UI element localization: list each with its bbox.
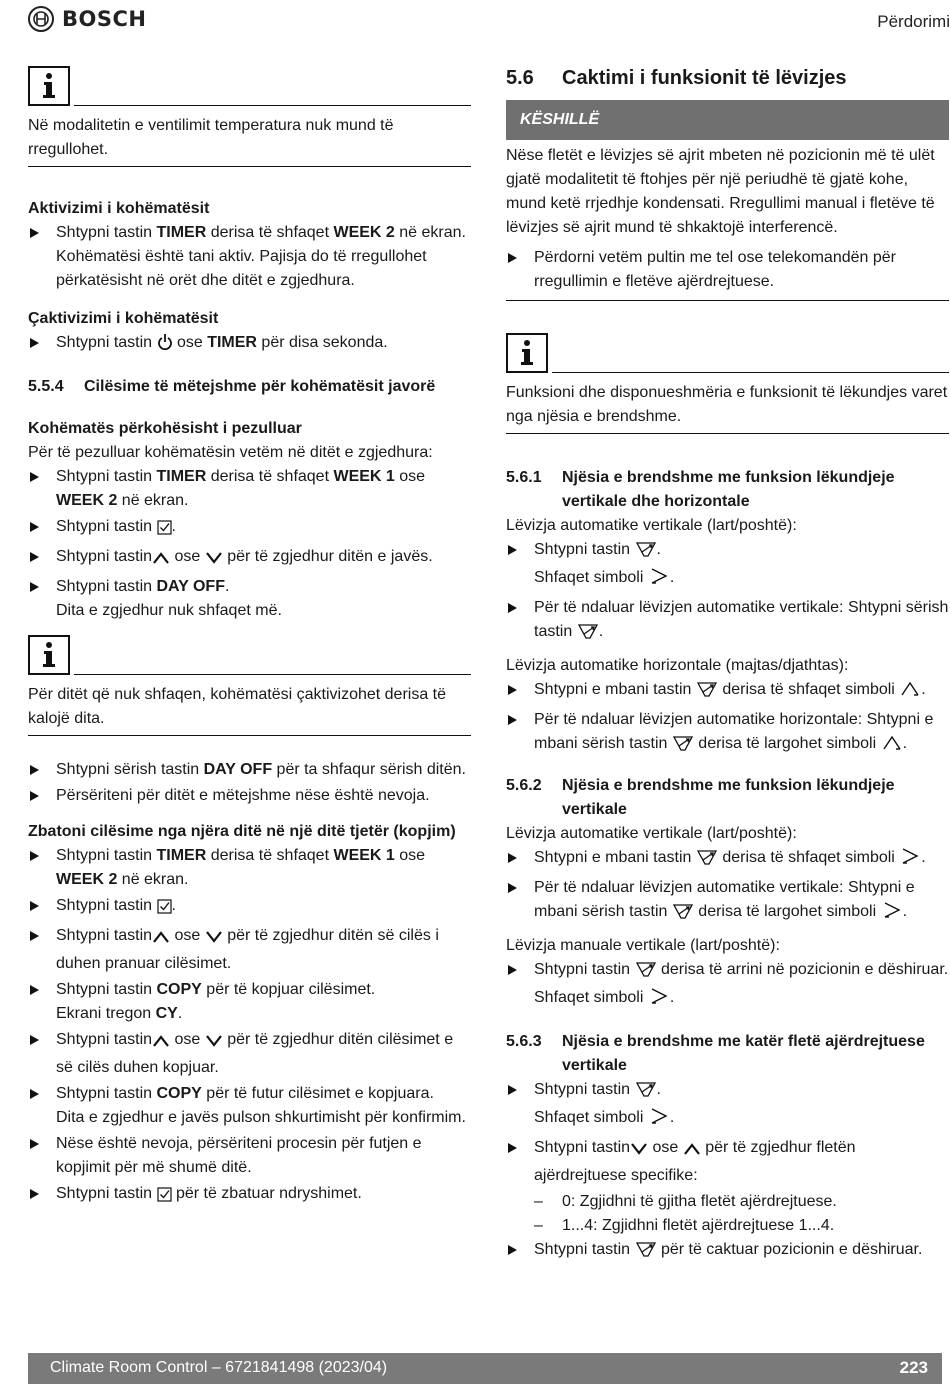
list-item: Shtypni sërish tastin DAY OFF për ta shfaqur sërish ditën. <box>28 758 471 782</box>
steps-563-final <box>506 1238 949 1266</box>
list-item: Shtypni tastin ose TIMER për disa sekonda. <box>28 331 471 359</box>
list-item: Shtypni tastin për të zbatuar ndryshimet. <box>28 1182 471 1210</box>
bosch-armature-icon <box>28 6 54 32</box>
swing-key-icon <box>696 848 718 874</box>
chevron-up-icon <box>683 1140 701 1164</box>
chevron-up-icon <box>152 1032 170 1056</box>
section-heading-56: 5.6 Caktimi i funksionit të lëvizjes <box>506 67 847 89</box>
list-item: Shtypni tastin . <box>28 515 471 543</box>
vertical-swing-icon <box>648 1106 670 1134</box>
swing-key-icon <box>635 1080 657 1106</box>
list-item: Shtypni e mbani tastin derisa të shfaqet simboli . <box>506 846 949 874</box>
list-item: – 0: Zgjidhni të gjitha fletët ajërdrejtuese. <box>534 1190 949 1214</box>
section-tag: Përdorimi <box>877 12 950 31</box>
pause-heading: Kohëmatës përkohësisht i pezulluar <box>28 420 302 437</box>
list-item: Shtypni tastin . Shfaqet simboli . <box>506 538 949 594</box>
intro-text: Lëvizja automatike vertikale (lart/poshtë): <box>506 517 797 534</box>
section-heading-562: 5.6.2 Njësia e brendshme me funksion lëkundjeje vertikale <box>506 777 895 818</box>
list-item: Për të ndaluar lëvizjen automatike vertikale: Shtypni e mbani sërish tastin derisa të largohet simboli . <box>506 876 949 928</box>
swing-key-icon <box>672 734 694 760</box>
list-item: Shtypni tastin ose për të zgjedhur ditën së cilës i duhen pranuar cilësimet. <box>28 924 471 976</box>
list-item: Përdorni vetëm pultin me tel ose telekomandën për rregullimin e fletëve ajërdrejtuese. <box>506 246 949 294</box>
horizontal-swing-icon <box>881 734 903 760</box>
swing-key-icon <box>577 622 599 648</box>
chevron-down-icon <box>205 928 223 952</box>
list-item: Për të ndaluar lëvizjen automatike horizontale: Shtypni e mbani sërish tastin derisa të largohet simboli . <box>506 708 949 760</box>
checkbox-icon <box>157 1186 172 1210</box>
list-item: Shtypni tastin . <box>28 894 471 922</box>
chevron-up-icon <box>152 928 170 952</box>
list-item: Shtypni tastin COPY për të futur cilësimet e kopjuara. Dita e zgjedhur e javës pulson shkurtimisht për konfirmim. <box>28 1082 471 1130</box>
section-heading-563: 5.6.3 Njësia e brendshme me katër fletë ajërdrejtuese vertikale <box>506 1033 925 1074</box>
list-item: Shtypni tastin TIMER derisa të shfaqet WEEK 2 në ekran. Kohëmatësi është tani aktiv. Pajisja do të rregullohet përkatësisht në orët dhe ditët e zgjedhura. <box>28 221 471 293</box>
activate-steps <box>28 221 471 293</box>
chevron-down-icon <box>205 1032 223 1056</box>
chevron-down-icon <box>630 1140 648 1164</box>
left-column <box>28 66 471 1212</box>
activate-heading: Aktivizimi i kohëmatësit <box>28 200 210 217</box>
info-note <box>28 66 471 106</box>
checkbox-icon <box>157 519 172 543</box>
deactivate-steps <box>28 331 471 359</box>
pause-intro: Për të pezulluar kohëmatësin vetëm në ditët e zgjedhura: <box>28 444 433 461</box>
footer-doc-title: Climate Room Control – 6721841498 (2023/04) <box>50 1359 388 1376</box>
checkbox-icon <box>157 898 172 922</box>
list-item: Përsëriteni për ditët e mëtejshme nëse është nevoja. <box>28 784 471 808</box>
list-item: Shtypni tastin derisa të arrini në pozicionin e dëshiruar. Shfaqet simboli . <box>506 958 949 1014</box>
steps-561-vertical <box>506 538 949 648</box>
page-footer <box>28 1353 942 1384</box>
pause-steps <box>28 465 471 623</box>
list-item: Shtypni tastin COPY për të kopjuar cilësimet. Ekrani tregon CY. <box>28 978 471 1026</box>
day-off-steps <box>28 758 471 808</box>
list-item: Shtypni tastin për të caktuar pozicionin e dëshiruar. <box>506 1238 949 1266</box>
swing-key-icon <box>635 960 657 986</box>
info-note <box>506 333 949 373</box>
hint-box <box>506 144 949 301</box>
vertical-swing-icon <box>899 846 921 874</box>
list-item: Shtypni tastin TIMER derisa të shfaqet WEEK 1 ose WEEK 2 në ekran. <box>28 844 471 892</box>
intro-text: Lëvizja automatike vertikale (lart/poshtë): <box>506 825 797 842</box>
copy-steps <box>28 844 471 1210</box>
note-text: Në modalitetin e ventilimit temperatura nuk mund të rregullohet. <box>28 114 471 167</box>
info-icon <box>28 635 70 675</box>
list-item: Shtypni tastin ose për të zgjedhur ditën e javës. <box>28 545 471 573</box>
list-item: Shtypni tastin TIMER derisa të shfaqet WEEK 1 ose WEEK 2 në ekran. <box>28 465 471 513</box>
right-column <box>506 66 949 1268</box>
note-text: Për ditët që nuk shfaqen, kohëmatësi çaktivizohet derisa të kalojë dita. <box>28 683 471 736</box>
list-item: – 1...4: Zgjidhni fletët ajërdrejtuese 1...4. <box>534 1214 949 1238</box>
bosch-logo <box>28 6 146 32</box>
vertical-swing-icon <box>648 986 670 1014</box>
list-item: Për të ndaluar lëvizjen automatike vertikale: Shtypni sërish tastin . <box>506 596 949 648</box>
steps-562-manual <box>506 958 949 1014</box>
section-heading-554: 5.5.4 Cilësime të mëtejshme për kohëmatësit javorë <box>28 378 436 395</box>
swing-key-icon <box>672 902 694 928</box>
hint-steps <box>506 246 949 294</box>
brand-name: BOSCH <box>62 7 147 31</box>
copy-heading: Zbatoni cilësime nga njëra ditë në një ditë tjetër (kopjim) <box>28 823 456 840</box>
louver-options <box>506 1190 949 1238</box>
horizontal-swing-icon <box>899 680 921 706</box>
hint-text: Nëse fletët e lëvizjes së ajrit mbeten në pozicionin më të ulët gjatë modalitetit të ftohjes për një periudhë të gjatë kohe, mund ketë rrjedhje kondensati. Rregullimi manual i fletëve të lëvizjes së ajrit mund të shkaktojë interferencë. <box>506 147 935 236</box>
steps-562-auto <box>506 846 949 928</box>
steps-563 <box>506 1078 949 1188</box>
list-item: Shtypni tastin ose për të zgjedhur fletën ajërdrejtuese specifike: <box>506 1136 949 1188</box>
list-item: Shtypni tastin DAY OFF. Dita e zgjedhur nuk shfaqet më. <box>28 575 471 623</box>
chevron-down-icon <box>205 549 223 573</box>
swing-key-icon <box>696 680 718 706</box>
info-note <box>28 635 471 675</box>
swing-key-icon <box>635 1240 657 1266</box>
list-item: Shtypni tastin . Shfaqet simboli . <box>506 1078 949 1134</box>
section-heading-561: 5.6.1 Njësia e brendshme me funksion lëkundjeje vertikale dhe horizontale <box>506 469 895 510</box>
page-number: 223 <box>899 1358 928 1377</box>
vertical-swing-icon <box>881 900 903 928</box>
steps-561-horizontal <box>506 678 949 760</box>
info-icon <box>506 333 548 373</box>
intro-text: Lëvizja automatike horizontale (majtas/djathtas): <box>506 657 849 674</box>
list-item: Shtypni e mbani tastin derisa të shfaqet simboli . <box>506 678 949 706</box>
vertical-swing-icon <box>648 566 670 594</box>
list-item: Shtypni tastin ose për të zgjedhur ditën cilësimet e së cilës duhen kopjuar. <box>28 1028 471 1080</box>
chevron-up-icon <box>152 549 170 573</box>
note-text: Funksioni dhe disponueshmëria e funksionit të lëkundjes varet nga njësia e brendshme. <box>506 381 949 434</box>
intro-text: Lëvizja manuale vertikale (lart/poshtë): <box>506 937 780 954</box>
info-icon <box>28 66 70 106</box>
swing-key-icon <box>635 540 657 566</box>
list-item: Nëse është nevoja, përsëriteni procesin për futjen e kopjimit për më shumë ditë. <box>28 1132 471 1180</box>
hint-label: KËSHILLË <box>506 100 949 140</box>
page-header <box>28 6 950 40</box>
deactivate-heading: Çaktivizimi i kohëmatësit <box>28 310 219 327</box>
power-icon <box>157 333 173 359</box>
